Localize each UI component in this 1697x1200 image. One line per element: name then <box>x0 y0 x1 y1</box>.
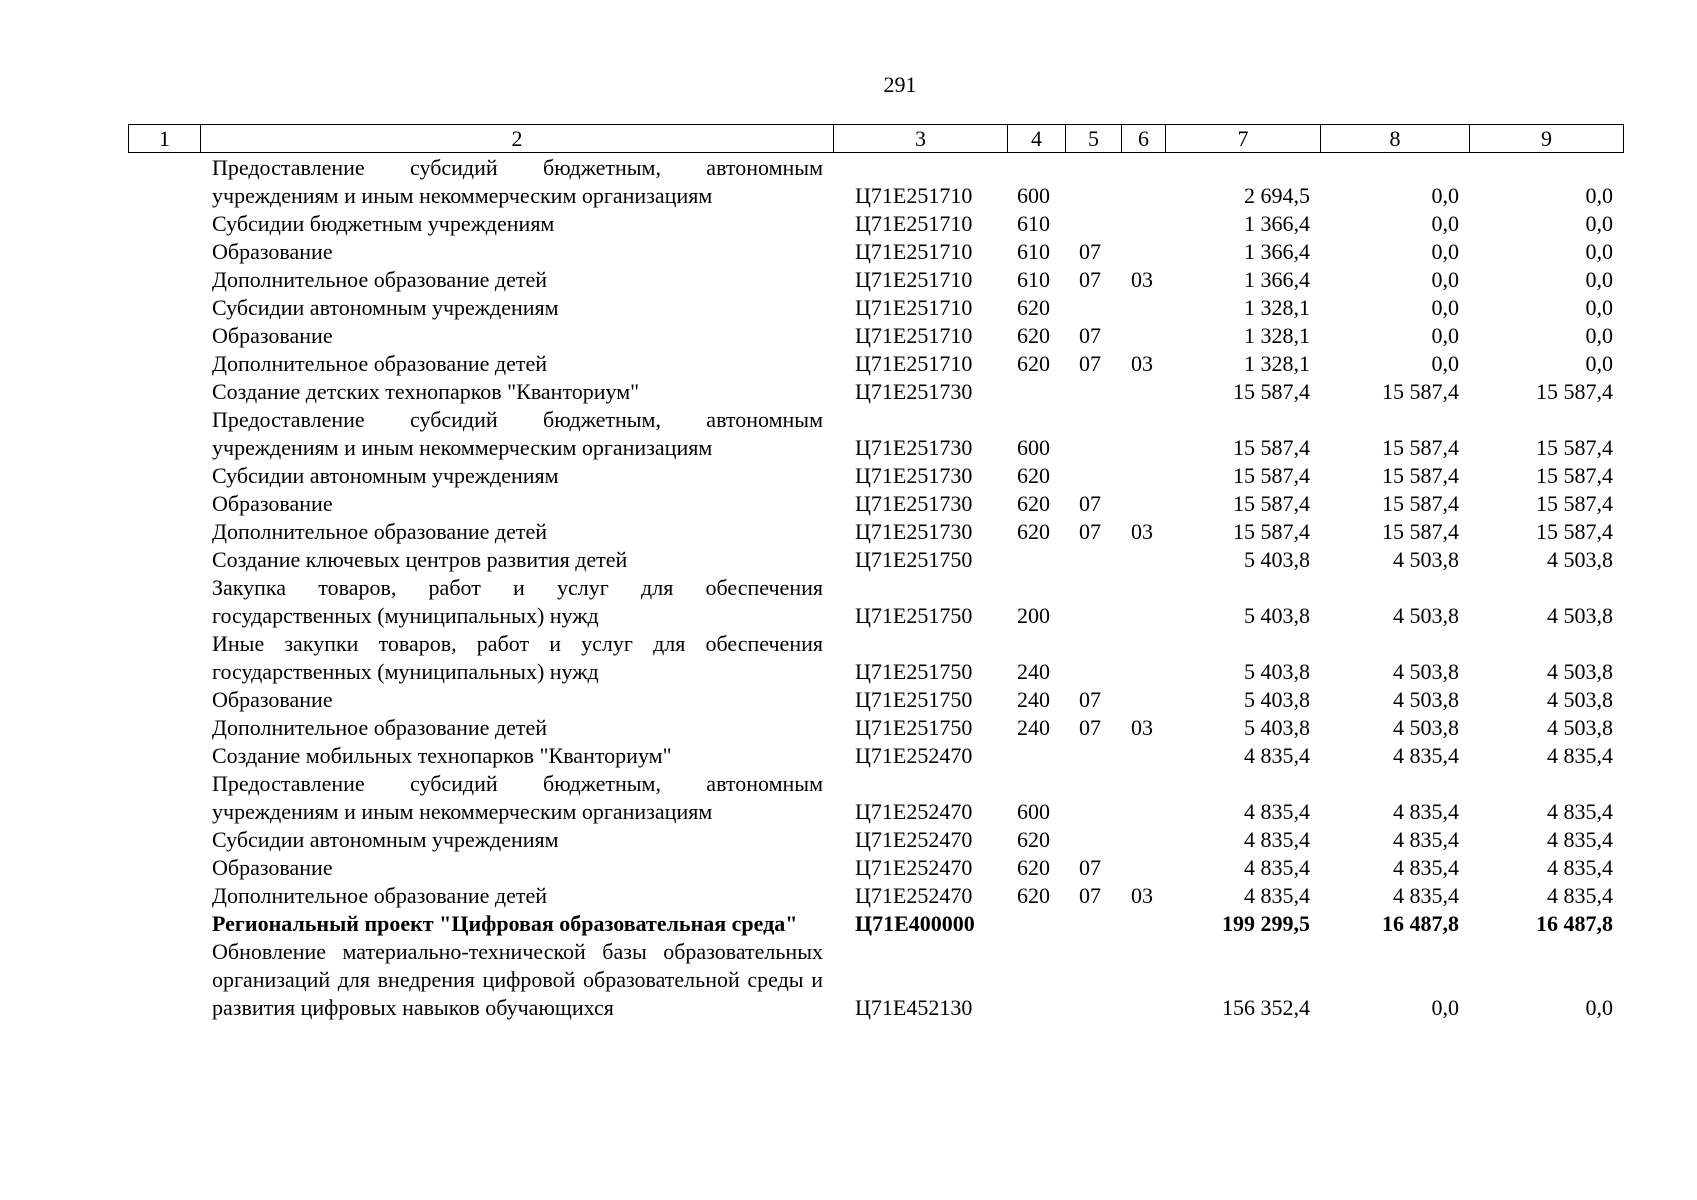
row-amount-col8: 15 587,4 <box>1382 435 1459 460</box>
row-code: Ц71Е251730 <box>855 463 973 488</box>
row-amount-col9: 0,0 <box>1585 239 1613 264</box>
row-section <box>1065 574 1121 630</box>
row-section <box>1065 378 1121 406</box>
row-expense-type: 240 <box>1017 687 1050 712</box>
row-code: Ц71Е452130 <box>855 995 973 1020</box>
budget-table-body <box>128 154 1623 1022</box>
row-name: Создание детских технопарков "Кванториум" <box>212 379 640 404</box>
table-row <box>128 574 1623 630</box>
table-row <box>128 826 1623 854</box>
row-amount-col7: 4 835,4 <box>1244 855 1310 880</box>
row-name: Предоставление субсидий бюджетным, автономным учреждениям и иным некоммерческим организациям <box>212 155 823 208</box>
row-section <box>1065 910 1121 938</box>
row-amount-col9: 4 835,4 <box>1547 827 1613 852</box>
row-number-cell <box>128 686 200 714</box>
row-amount-col8: 4 835,4 <box>1393 827 1459 852</box>
column-header-7: 7 <box>1166 125 1321 153</box>
row-amount-col7: 199 299,5 <box>1222 911 1310 936</box>
row-amount-col9: 15 587,4 <box>1536 379 1613 404</box>
row-amount-col9: 0,0 <box>1585 323 1613 348</box>
row-amount-col9: 15 587,4 <box>1536 491 1613 516</box>
table-row <box>128 322 1623 350</box>
row-name: Субсидии автономным учреждениям <box>212 463 559 488</box>
row-code: Ц71Е251730 <box>855 379 973 404</box>
row-amount-col9: 15 587,4 <box>1536 519 1613 544</box>
row-expense-type: 620 <box>1017 323 1050 348</box>
row-name: Создание ключевых центров развития детей <box>212 547 628 572</box>
column-header-4: 4 <box>1008 125 1066 153</box>
row-name: Образование <box>212 323 333 348</box>
row-number-cell <box>128 714 200 742</box>
row-code: Ц71Е251750 <box>855 687 973 712</box>
column-header-9: 9 <box>1470 125 1624 153</box>
row-subsection <box>1121 854 1165 882</box>
row-subsection <box>1121 294 1165 322</box>
row-expense-type <box>1007 742 1065 770</box>
row-subsection: 03 <box>1131 267 1153 292</box>
row-section <box>1065 294 1121 322</box>
row-expense-type: 240 <box>1017 659 1050 684</box>
table-row <box>128 686 1623 714</box>
row-amount-col7: 15 587,4 <box>1233 491 1310 516</box>
row-amount-col9: 4 835,4 <box>1547 883 1613 908</box>
row-amount-col7: 1 366,4 <box>1244 211 1310 236</box>
row-amount-col8: 15 587,4 <box>1382 379 1459 404</box>
row-code: Ц71Е251750 <box>855 659 973 684</box>
row-amount-col9: 4 503,8 <box>1547 687 1613 712</box>
table-row <box>128 518 1623 546</box>
row-code: Ц71Е251750 <box>855 715 973 740</box>
row-code: Ц71Е251710 <box>855 211 973 236</box>
page-number: 291 <box>883 72 917 97</box>
row-amount-col7: 1 366,4 <box>1244 239 1310 264</box>
row-subsection <box>1121 406 1165 462</box>
row-amount-col8: 16 487,8 <box>1382 911 1459 936</box>
row-expense-type <box>1007 378 1065 406</box>
row-section: 07 <box>1079 855 1101 880</box>
row-name: Образование <box>212 687 333 712</box>
table-row <box>128 154 1623 210</box>
row-expense-type: 620 <box>1017 827 1050 852</box>
row-amount-col7: 4 835,4 <box>1244 827 1310 852</box>
column-header-1: 1 <box>129 125 201 153</box>
row-expense-type: 620 <box>1017 855 1050 880</box>
row-number-cell <box>128 294 200 322</box>
row-code: Ц71Е251710 <box>855 239 973 264</box>
row-section: 07 <box>1079 267 1101 292</box>
row-amount-col9: 15 587,4 <box>1536 435 1613 460</box>
row-name: Дополнительное образование детей <box>212 519 548 544</box>
table-row <box>128 714 1623 742</box>
row-name: Дополнительное образование детей <box>212 715 548 740</box>
row-amount-col7: 156 352,4 <box>1222 995 1310 1020</box>
row-expense-type: 620 <box>1017 519 1050 544</box>
row-code: Ц71Е251710 <box>855 183 973 208</box>
row-amount-col9: 4 503,8 <box>1547 715 1613 740</box>
row-name: Субсидии автономным учреждениям <box>212 295 559 320</box>
row-name: Обновление материально-технической базы образовательных организаций для внедрения цифровой образовательной среды и развития цифровых навыков обучающихся <box>212 939 823 1020</box>
table-row <box>128 854 1623 882</box>
row-amount-col8: 0,0 <box>1431 239 1459 264</box>
table-row <box>128 742 1623 770</box>
row-code: Ц71Е252470 <box>855 855 973 880</box>
row-amount-col9: 4 835,4 <box>1547 743 1613 768</box>
row-section <box>1065 938 1121 1022</box>
row-section <box>1065 826 1121 854</box>
row-subsection <box>1121 238 1165 266</box>
row-subsection <box>1121 826 1165 854</box>
table-row <box>128 630 1623 686</box>
row-amount-col8: 4 503,8 <box>1393 687 1459 712</box>
row-code: Ц71Е251730 <box>855 435 973 460</box>
row-expense-type: 620 <box>1017 463 1050 488</box>
table-row <box>128 770 1623 826</box>
column-header-8: 8 <box>1321 125 1470 153</box>
row-amount-col8: 15 587,4 <box>1382 491 1459 516</box>
row-section: 07 <box>1079 687 1101 712</box>
row-amount-col9: 16 487,8 <box>1536 911 1613 936</box>
row-number-cell <box>128 742 200 770</box>
row-amount-col8: 4 503,8 <box>1393 603 1459 628</box>
row-section <box>1065 210 1121 238</box>
row-expense-type <box>1007 910 1065 938</box>
row-subsection <box>1121 938 1165 1022</box>
row-number-cell <box>128 770 200 826</box>
column-header-3: 3 <box>834 125 1008 153</box>
row-amount-col7: 5 403,8 <box>1244 603 1310 628</box>
row-number-cell <box>128 574 200 630</box>
row-number-cell <box>128 938 200 1022</box>
row-code: Ц71Е251730 <box>855 519 973 544</box>
row-amount-col9: 4 503,8 <box>1547 659 1613 684</box>
row-subsection <box>1121 770 1165 826</box>
row-subsection <box>1121 686 1165 714</box>
row-code: Ц71Е252470 <box>855 799 973 824</box>
row-expense-type <box>1007 938 1065 1022</box>
row-number-cell <box>128 378 200 406</box>
row-amount-col7: 5 403,8 <box>1244 547 1310 572</box>
row-number-cell <box>128 462 200 490</box>
row-number-cell <box>128 882 200 910</box>
row-number-cell <box>128 630 200 686</box>
row-amount-col7: 1 328,1 <box>1244 295 1310 320</box>
row-amount-col8: 4 835,4 <box>1393 799 1459 824</box>
row-amount-col8: 15 587,4 <box>1382 519 1459 544</box>
row-amount-col7: 15 587,4 <box>1233 463 1310 488</box>
row-code: Ц71Е252470 <box>855 883 973 908</box>
row-amount-col8: 0,0 <box>1431 995 1459 1020</box>
row-name: Региональный проект "Цифровая образовательная среда" <box>212 911 798 936</box>
row-amount-col7: 4 835,4 <box>1244 883 1310 908</box>
column-number-row <box>129 125 1624 153</box>
row-number-cell <box>128 910 200 938</box>
row-number-cell <box>128 266 200 294</box>
row-name: Образование <box>212 855 333 880</box>
row-amount-col7: 15 587,4 <box>1233 519 1310 544</box>
row-subsection: 03 <box>1131 715 1153 740</box>
row-subsection: 03 <box>1131 351 1153 376</box>
row-amount-col9: 0,0 <box>1585 211 1613 236</box>
row-amount-col7: 15 587,4 <box>1233 379 1310 404</box>
row-amount-col8: 0,0 <box>1431 351 1459 376</box>
row-number-cell <box>128 490 200 518</box>
row-code: Ц71Е400000 <box>855 911 975 936</box>
row-amount-col9: 0,0 <box>1585 183 1613 208</box>
row-section <box>1065 742 1121 770</box>
row-expense-type: 610 <box>1017 267 1050 292</box>
row-code: Ц71Е251710 <box>855 267 973 292</box>
row-section <box>1065 462 1121 490</box>
row-number-cell <box>128 546 200 574</box>
row-name: Предоставление субсидий бюджетным, автономным учреждениям и иным некоммерческим организациям <box>212 407 823 460</box>
row-amount-col7: 5 403,8 <box>1244 659 1310 684</box>
row-subsection <box>1121 490 1165 518</box>
row-expense-type: 620 <box>1017 491 1050 516</box>
row-name: Субсидии автономным учреждениям <box>212 827 559 852</box>
row-subsection <box>1121 462 1165 490</box>
row-section: 07 <box>1079 883 1101 908</box>
row-name: Дополнительное образование детей <box>212 883 548 908</box>
row-expense-type: 240 <box>1017 715 1050 740</box>
row-subsection <box>1121 910 1165 938</box>
row-name: Закупка товаров, работ и услуг для обеспечения государственных (муниципальных) нужд <box>212 575 823 628</box>
row-name: Дополнительное образование детей <box>212 351 548 376</box>
row-number-cell <box>128 154 200 210</box>
row-expense-type: 200 <box>1017 603 1050 628</box>
table-row <box>128 882 1623 910</box>
table-row <box>128 938 1623 1022</box>
table-row <box>128 294 1623 322</box>
table-row <box>128 378 1623 406</box>
row-code: Ц71Е251750 <box>855 547 973 572</box>
row-amount-col9: 4 835,4 <box>1547 855 1613 880</box>
row-amount-col7: 5 403,8 <box>1244 715 1310 740</box>
row-expense-type: 620 <box>1017 295 1050 320</box>
row-amount-col9: 0,0 <box>1585 995 1613 1020</box>
row-amount-col7: 2 694,5 <box>1244 183 1310 208</box>
row-amount-col7: 15 587,4 <box>1233 435 1310 460</box>
row-subsection <box>1121 742 1165 770</box>
row-amount-col8: 0,0 <box>1431 323 1459 348</box>
row-number-cell <box>128 406 200 462</box>
column-header-5: 5 <box>1066 125 1122 153</box>
row-code: Ц71Е252470 <box>855 827 973 852</box>
row-number-cell <box>128 238 200 266</box>
row-code: Ц71Е251750 <box>855 603 973 628</box>
row-name: Иные закупки товаров, работ и услуг для обеспечения государственных (муниципальных) нужд <box>212 631 823 684</box>
table-row <box>128 910 1623 938</box>
row-amount-col8: 4 835,4 <box>1393 855 1459 880</box>
row-code: Ц71Е251710 <box>855 323 973 348</box>
row-section: 07 <box>1079 715 1101 740</box>
row-expense-type: 600 <box>1017 183 1050 208</box>
row-number-cell <box>128 322 200 350</box>
table-row <box>128 406 1623 462</box>
row-expense-type: 610 <box>1017 239 1050 264</box>
row-amount-col7: 5 403,8 <box>1244 687 1310 712</box>
row-number-cell <box>128 826 200 854</box>
table-rows <box>128 154 1623 1022</box>
row-amount-col9: 0,0 <box>1585 351 1613 376</box>
row-expense-type: 600 <box>1017 799 1050 824</box>
row-amount-col7: 4 835,4 <box>1244 799 1310 824</box>
row-amount-col8: 0,0 <box>1431 267 1459 292</box>
row-code: Ц71Е252470 <box>855 743 973 768</box>
row-amount-col7: 4 835,4 <box>1244 743 1310 768</box>
row-subsection <box>1121 630 1165 686</box>
row-name: Создание мобильных технопарков "Кванториум" <box>212 743 672 768</box>
table-row <box>128 238 1623 266</box>
row-section <box>1065 546 1121 574</box>
row-subsection: 03 <box>1131 883 1153 908</box>
row-amount-col7: 1 366,4 <box>1244 267 1310 292</box>
row-amount-col9: 15 587,4 <box>1536 463 1613 488</box>
row-expense-type: 620 <box>1017 883 1050 908</box>
row-amount-col9: 4 503,8 <box>1547 603 1613 628</box>
row-amount-col8: 4 503,8 <box>1393 547 1459 572</box>
table-row <box>128 462 1623 490</box>
row-subsection <box>1121 322 1165 350</box>
row-expense-type <box>1007 546 1065 574</box>
column-header-6: 6 <box>1122 125 1166 153</box>
row-number-cell <box>128 854 200 882</box>
row-number-cell <box>128 210 200 238</box>
row-amount-col8: 4 835,4 <box>1393 743 1459 768</box>
row-expense-type: 620 <box>1017 351 1050 376</box>
row-section: 07 <box>1079 519 1101 544</box>
row-amount-col7: 1 328,1 <box>1244 323 1310 348</box>
row-expense-type: 600 <box>1017 435 1050 460</box>
row-name: Образование <box>212 491 333 516</box>
row-subsection <box>1121 378 1165 406</box>
row-number-cell <box>128 518 200 546</box>
row-section: 07 <box>1079 239 1101 264</box>
row-name: Образование <box>212 239 333 264</box>
table-row <box>128 266 1623 294</box>
row-amount-col8: 4 835,4 <box>1393 883 1459 908</box>
row-amount-col8: 0,0 <box>1431 295 1459 320</box>
row-subsection: 03 <box>1131 519 1153 544</box>
row-amount-col9: 4 835,4 <box>1547 799 1613 824</box>
row-code: Ц71Е251710 <box>855 351 973 376</box>
row-amount-col9: 0,0 <box>1585 295 1613 320</box>
row-section: 07 <box>1079 323 1101 348</box>
row-code: Ц71Е251730 <box>855 491 973 516</box>
row-section <box>1065 154 1121 210</box>
row-amount-col8: 0,0 <box>1431 211 1459 236</box>
row-section <box>1065 406 1121 462</box>
row-subsection <box>1121 154 1165 210</box>
row-amount-col9: 0,0 <box>1585 267 1613 292</box>
row-amount-col8: 15 587,4 <box>1382 463 1459 488</box>
column-header-2: 2 <box>201 125 834 153</box>
table-row <box>128 350 1623 378</box>
row-amount-col8: 0,0 <box>1431 183 1459 208</box>
table-row <box>128 546 1623 574</box>
row-name: Субсидии бюджетным учреждениям <box>212 211 555 236</box>
row-name: Предоставление субсидий бюджетным, автономным учреждениям и иным некоммерческим организациям <box>212 771 823 824</box>
row-name: Дополнительное образование детей <box>212 267 548 292</box>
row-section: 07 <box>1079 351 1101 376</box>
row-section <box>1065 770 1121 826</box>
table-header <box>128 124 1624 153</box>
row-subsection <box>1121 546 1165 574</box>
table-row <box>128 490 1623 518</box>
row-code: Ц71Е251710 <box>855 295 973 320</box>
row-section <box>1065 630 1121 686</box>
row-amount-col9: 4 503,8 <box>1547 547 1613 572</box>
row-subsection <box>1121 210 1165 238</box>
row-amount-col7: 1 328,1 <box>1244 351 1310 376</box>
row-subsection <box>1121 574 1165 630</box>
row-expense-type: 610 <box>1017 211 1050 236</box>
table-row <box>128 210 1623 238</box>
row-amount-col8: 4 503,8 <box>1393 715 1459 740</box>
row-section: 07 <box>1079 491 1101 516</box>
row-amount-col8: 4 503,8 <box>1393 659 1459 684</box>
row-number-cell <box>128 350 200 378</box>
